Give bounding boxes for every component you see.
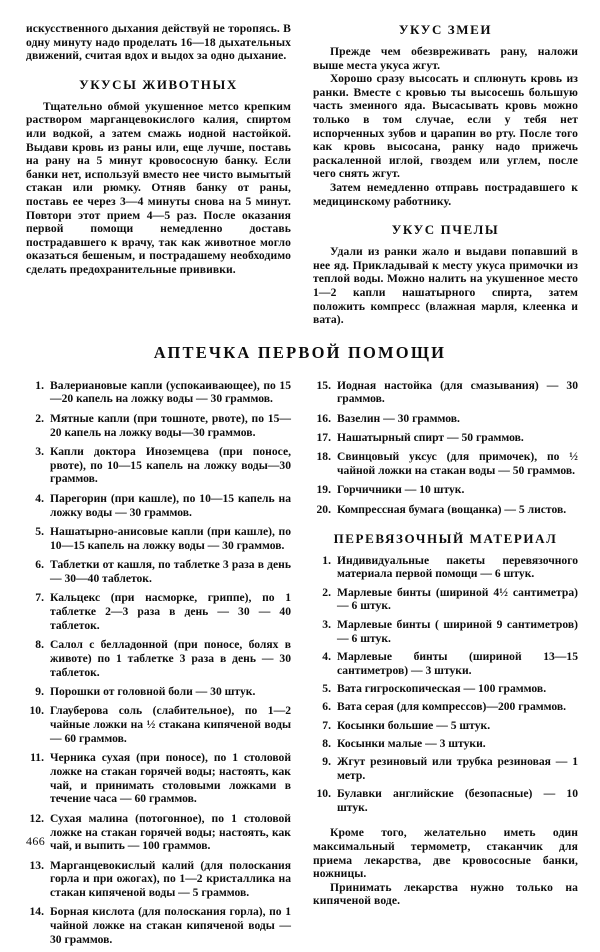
first-aid-kit-item-number: 6. <box>35 557 44 571</box>
first-aid-kit-item-number: 5. <box>35 524 44 538</box>
first-aid-kit-item-number: 3. <box>35 444 44 458</box>
first-aid-kit-item-text: Таблетки от кашля, по таблетке 3 раза в день — 30—40 таблеток. <box>50 557 291 585</box>
animal-bites-paragraph: Тщательно обмой укушенное метсо крепким раствором марганцевокислого калия, спиртом или водкой, а затем смажь иодной настойкой. Выдави кровь из раны или, еще лучше, поставь на рану на 5 минут кровососную банку. Если банки нет, используй вместо нее чисто вымытый стакан или рюмку. Отняв банку от раны, поставь ее через 3—4 минуты снова на 5 минут. Повтори этот прием 4—5 раз. После оказания первой помощи немедленно доставь пострадавшего к врачу, так как животное могло оказаться бешеным, и пострадашему необходимо сделать предохранительные прививки. <box>26 99 291 276</box>
dressing-material-item <box>313 787 578 815</box>
first-aid-kit-item <box>313 503 578 517</box>
main-title-band <box>26 343 574 363</box>
dressing-material-item <box>313 618 578 646</box>
first-aid-kit-item-number: 20. <box>316 502 331 516</box>
lists-columns <box>26 378 578 952</box>
first-aid-kit-item <box>26 905 291 946</box>
top-text-columns <box>26 22 578 327</box>
first-aid-kit-item-text: Черника сухая (при поносе), по 1 столовой ложке на стакан горячей воды; настоять, как чай, и принимать столовыми ложками в течение часа — 60 граммов. <box>50 751 291 806</box>
first-aid-kit-item <box>26 412 291 440</box>
dressing-material-item-number: 1. <box>322 553 331 567</box>
first-aid-kit-item-number: 14. <box>29 905 44 919</box>
first-aid-kit-item-number: 18. <box>316 450 331 464</box>
dressing-material-item-number: 7. <box>322 718 331 732</box>
first-aid-kit-item-text: Иодная настойка (для смазывания) — 30 граммов. <box>337 378 578 406</box>
dressing-material-item-text: Косынки большие — 5 штук. <box>337 718 491 732</box>
first-aid-kit-item-number: 15. <box>316 378 331 392</box>
dressing-material-item <box>313 554 578 582</box>
closing-paragraph-2: Принимать лекарства нужно только на кипяченой воде. <box>313 880 578 908</box>
first-aid-kit-right-column <box>313 379 578 952</box>
first-aid-kit-item <box>313 483 578 497</box>
dressing-material-item-text: Косынки малые — 3 штуки. <box>337 736 486 750</box>
first-aid-kit-item-number: 19. <box>316 483 331 497</box>
dressing-material-item-text: Индивидуальные пакеты перевязочного материала первой помощи — 6 штук. <box>337 553 578 581</box>
dressing-material-item <box>313 755 578 783</box>
first-aid-kit-item <box>26 379 291 407</box>
first-aid-kit-item-number: 13. <box>29 858 44 872</box>
first-aid-kit-item-number: 8. <box>35 637 44 651</box>
first-aid-kit-item-text: Вазелин — 30 граммов. <box>337 411 460 425</box>
dressing-material-item-text: Булавки английские (безопасные) — 10 штук. <box>337 787 578 815</box>
spacer <box>313 819 578 826</box>
page-title: АПТЕЧКА ПЕРВОЙ ПОМОЩИ <box>153 342 447 362</box>
dressing-material-item <box>313 719 578 733</box>
heading-bee-sting: УКУС ПЧЕЛЫ <box>391 222 500 238</box>
page-number: 466 <box>26 834 46 848</box>
dressing-material-item <box>313 700 578 714</box>
dressing-material-item <box>313 586 578 614</box>
dressing-material-item-number: 10. <box>316 787 331 801</box>
first-aid-kit-item-number: 4. <box>35 491 44 505</box>
first-aid-kit-list-left <box>26 379 291 947</box>
first-aid-kit-item-text: Марганцевокислый калий (для полоскания горла и при ожогах), по 1—2 кристаллика на стакан кипяченой воды — 5 граммов. <box>50 858 291 900</box>
first-aid-kit-item-text: Нашатырно-анисовые капли (при кашле), по 10—15 капель на ложку воды — 30 граммов. <box>50 524 291 552</box>
first-aid-kit-item <box>26 812 291 853</box>
first-aid-kit-item-text: Нашатырный спирт — 50 граммов. <box>337 431 524 445</box>
heading-animal-bites: УКУСЫ ЖИВОТНЫХ <box>79 76 238 92</box>
first-aid-kit-item-number: 17. <box>316 431 331 445</box>
continued-paragraph: искусственного дыхания действуй не торопясь. В одну минуту надо проделать 16—18 дыхательных движений, считая вдох и выдох за одно дыхание. <box>26 22 291 63</box>
dressing-material-item <box>313 737 578 751</box>
first-aid-kit-item-text: Свинцовый уксус (для примочек), по ½ чайной ложки на стакан воды — 50 граммов. <box>337 450 578 478</box>
closing-paragraph-1: Кроме того, желательно иметь один максимальный термометр, стаканчик для приема лекарства, две кровососные банки, ножницы. <box>313 826 578 881</box>
snake-bite-paragraph-3: Затем немедленно отправь пострадавшего к медицинскому работнику. <box>313 180 578 208</box>
dressing-material-item-number: 9. <box>322 755 331 769</box>
first-aid-kit-item-text: Борная кислота (для полоскания горла), по 1 чайной ложке на стакан кипяченой воды — 30 граммов. <box>50 905 291 947</box>
first-aid-kit-item-number: 2. <box>35 411 44 425</box>
right-text-column <box>313 22 578 327</box>
bee-sting-paragraph: Удали из ранки жало и выдави попавший в нее яд. Прикладывай к месту укуса примочки из теплой воды. Можно налить на укушенное место 1—2 капли нашатырного спирта, затем положить компресс (влажная марля, клеенка и вата). <box>313 245 578 327</box>
dressing-material-item <box>313 682 578 696</box>
left-text-column <box>26 22 291 327</box>
first-aid-kit-item <box>313 412 578 426</box>
heading-snake-bite: УКУС ЗМЕИ <box>398 22 493 37</box>
snake-bite-paragraph-1: Прежде чем обезвреживать рану, наложи выше места укуса жгут. <box>313 45 578 72</box>
first-aid-kit-item-text: Салол с белладонной (при поносе, болях в животе) по 1 таблетке 3 раза в день — 30 таблеток. <box>50 637 291 679</box>
first-aid-kit-item-text: Валериановые капли (успокаивающее), по 15—20 капель на ложку воды — 30 граммов. <box>50 378 291 406</box>
first-aid-kit-item <box>26 859 291 900</box>
first-aid-kit-item-number: 7. <box>35 591 44 605</box>
first-aid-kit-item <box>313 450 578 478</box>
first-aid-kit-item <box>26 685 291 699</box>
first-aid-kit-item <box>26 445 291 486</box>
dressing-material-item-number: 3. <box>322 617 331 631</box>
first-aid-kit-item-text: Порошки от головной боли — 30 штук. <box>50 684 256 698</box>
first-aid-kit-item-number: 12. <box>29 811 44 825</box>
first-aid-kit-item-number: 11. <box>30 751 44 765</box>
first-aid-kit-item-text: Компрессная бумага (вощанка) — 5 листов. <box>337 502 567 516</box>
dressing-material-item <box>313 650 578 678</box>
first-aid-kit-item-number: 10. <box>29 704 44 718</box>
first-aid-kit-list-right <box>313 379 578 517</box>
dressing-material-item-number: 6. <box>322 700 331 714</box>
heading-dressing-material: ПЕРЕВЯЗОЧНЫЙ МАТЕРИАЛ <box>333 530 558 546</box>
first-aid-kit-item <box>26 638 291 679</box>
dressing-material-item-number: 8. <box>322 736 331 750</box>
dressing-material-item-number: 2. <box>322 585 331 599</box>
first-aid-kit-item-number: 9. <box>35 684 44 698</box>
first-aid-kit-item-text: Горчичники — 10 штук. <box>337 483 465 497</box>
first-aid-kit-item-text: Сухая малина (потогонное), по 1 столовой ложке на стакан горячей воды; настоять, как чай, и выпить — 100 граммов. <box>50 811 291 853</box>
first-aid-kit-item <box>313 379 578 407</box>
first-aid-kit-item-text: Капли доктора Иноземцева (при поносе, рвоте), по 10—15 капель на ложку воды—30 граммов. <box>50 444 291 486</box>
first-aid-kit-item <box>26 558 291 586</box>
first-aid-kit-item-number: 16. <box>316 411 331 425</box>
dressing-material-item-text: Вата серая (для компрессов)—200 граммов. <box>337 700 567 714</box>
dressing-material-item-text: Марлевые бинты (шириной 4½ сантиметра) — 6 штук. <box>337 585 578 613</box>
dressing-material-item-text: Марлевые бинты ( шириной 9 сантиметров) — 6 штук. <box>337 617 578 645</box>
snake-bite-paragraph-2: Хорошо сразу высосать и сплюнуть кровь из ранки. Вместе с кровью ты высосешь большую часть змеиного яда. Высасывать кровь можно только в том случае, если у тебя нет испорченных зубов и царапин во рту. После того как кровь высосана, ранку надо прижечь раскаленной иглой, гвоздем или углем, после чего снять жгут. <box>313 72 578 181</box>
first-aid-kit-item <box>313 431 578 445</box>
dressing-material-item-text: Жгут резиновый или трубка резиновая — 1 метр. <box>337 755 578 782</box>
dressing-material-list <box>313 554 578 815</box>
first-aid-kit-item <box>26 751 291 806</box>
first-aid-kit-item-text: Кальцекс (при насморке, гриппе), по 1 таблетке 2—3 раза в день — 30 — 40 таблеток. <box>50 591 291 632</box>
first-aid-kit-item-text: Глауберова соль (слабительное), по 1—2 чайные ложки на ½ стакана кипяченой воды — 60 граммов. <box>50 704 291 745</box>
first-aid-kit-item <box>26 704 291 745</box>
first-aid-kit-item <box>26 525 291 553</box>
dressing-material-item-number: 4. <box>322 649 331 663</box>
dressing-material-item-text: Вата гигроскопическая — 100 граммов. <box>337 681 547 695</box>
dressing-material-item-text: Марлевые бинты (шириной 13—15 сантиметров) — 3 штуки. <box>337 649 578 677</box>
first-aid-kit-item <box>26 492 291 520</box>
dressing-material-item-number: 5. <box>322 681 331 695</box>
first-aid-kit-item <box>26 591 291 632</box>
first-aid-kit-left-column <box>26 379 291 952</box>
first-aid-kit-item-number: 1. <box>35 378 44 392</box>
first-aid-kit-item-text: Парегорин (при кашле), по 10—15 капель на ложку воды — 30 граммов. <box>50 491 291 519</box>
first-aid-kit-item-text: Мятные капли (при тошноте, рвоте), по 15—20 капель на ложку воды—30 граммов. <box>50 411 291 439</box>
